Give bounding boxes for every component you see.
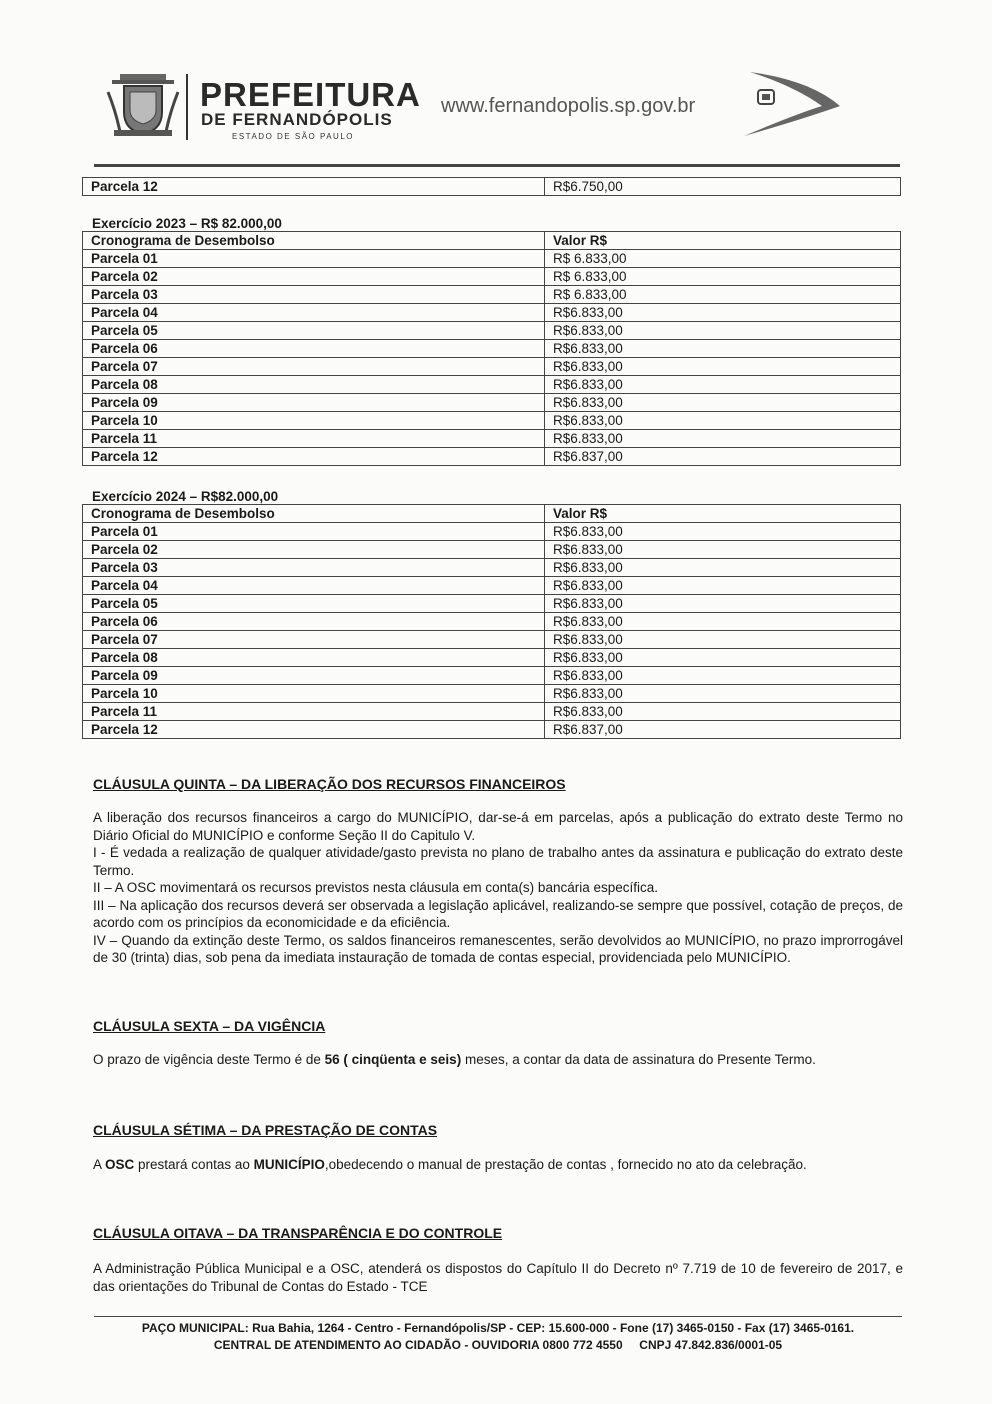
clause-7-body — [93, 1156, 903, 1174]
org-subtitle: DE FERNANDÓPOLIS — [201, 110, 393, 129]
header-divider — [186, 74, 188, 140]
row-label: Parcela 02 — [83, 541, 545, 559]
table-row — [83, 523, 901, 541]
row-label: Parcela 02 — [83, 268, 545, 286]
row-value: R$6.833,00 — [545, 595, 901, 613]
exercise-2024-title: Exercício 2024 – R$82.000,00 — [92, 489, 279, 504]
footer-address: PAÇO MUNICIPAL: Rua Bahia, 1264 - Centro - Fernandópolis/SP - CEP: 15.600-000 - Fone (17) 3465-0150 - Fax (17) 3465-0161. — [141, 1321, 855, 1335]
row-value: R$6.833,00 — [545, 523, 901, 541]
row-label: Parcela 03 — [83, 559, 545, 577]
column-header-value: Valor R$ — [545, 505, 901, 523]
table-row — [83, 358, 901, 376]
letterhead — [0, 0, 992, 175]
row-label: Parcela 09 — [83, 667, 545, 685]
table-row — [83, 430, 901, 448]
table-row — [83, 340, 901, 358]
clause-5-body — [93, 809, 903, 967]
row-label: Parcela 11 — [83, 703, 545, 721]
table-row — [83, 703, 901, 721]
clause-7-osc: OSC — [105, 1157, 135, 1172]
row-value: R$6.833,00 — [545, 649, 901, 667]
row-label: Parcela 01 — [83, 523, 545, 541]
row-label: Parcela 04 — [83, 577, 545, 595]
row-label: Parcela 01 — [83, 250, 545, 268]
row-value: R$6.833,00 — [545, 631, 901, 649]
table-row — [83, 250, 901, 268]
table-row — [83, 613, 901, 631]
row-label: Parcela 07 — [83, 631, 545, 649]
row-value: R$6.833,00 — [545, 304, 901, 322]
table-row — [83, 541, 901, 559]
swoosh-logo-icon — [740, 70, 842, 138]
row-value: R$ 6.833,00 — [545, 268, 901, 286]
column-header-schedule: Cronograma de Desembolso — [83, 505, 545, 523]
table-header — [83, 505, 901, 523]
clause-8-body — [93, 1260, 903, 1295]
row-label: Parcela 05 — [83, 322, 545, 340]
row-value: R$6.837,00 — [545, 721, 901, 739]
row-label: Parcela 06 — [83, 613, 545, 631]
row-label: Parcela 10 — [83, 412, 545, 430]
table-row — [83, 376, 901, 394]
row-label: Parcela 03 — [83, 286, 545, 304]
row-label: Parcela 05 — [83, 595, 545, 613]
table-row — [83, 412, 901, 430]
clause-5-paragraph: A liberação dos recursos financeiros a cargo do MUNICÍPIO, dar-se-á em parcelas, após a publicação do extrato deste Termo no Diário Oficial do MUNICÍPIO e conforme Seção II do Capitulo V. — [93, 810, 903, 843]
clause-6-text-a: O prazo de vigência deste Termo é de — [93, 1052, 325, 1067]
row-label: Parcela 11 — [83, 430, 545, 448]
clause-6-title: CLÁUSULA SEXTA – DA VIGÊNCIA — [93, 1018, 326, 1034]
table-row — [83, 322, 901, 340]
footer-contact: CENTRAL DE ATENDIMENTO AO CIDADÃO - OUVIDORIA 0800 772 4550 CNPJ 47.842.836/0001-05 — [213, 1338, 783, 1352]
table-row — [83, 595, 901, 613]
exercise-2023-table — [82, 231, 901, 466]
clause-7-municipio: MUNICÍPIO — [253, 1157, 325, 1172]
row-label: Parcela 12 — [83, 448, 545, 466]
table-row — [83, 304, 901, 322]
row-label: Parcela 08 — [83, 376, 545, 394]
clause-7-text-e: ,obedecendo o manual de prestação de contas , fornecido no ato da celebração. — [324, 1157, 807, 1172]
exercise-2024-table — [82, 504, 901, 739]
header-rule — [94, 164, 900, 167]
row-value: R$6.750,00 — [545, 178, 901, 196]
row-value: R$6.833,00 — [545, 703, 901, 721]
table-row — [83, 178, 901, 196]
org-state: ESTADO DE SÃO PAULO — [232, 132, 355, 141]
column-header-value: Valor R$ — [545, 232, 901, 250]
row-value: R$6.833,00 — [545, 559, 901, 577]
clause-6-paragraph — [93, 1051, 903, 1069]
row-label: Parcela 08 — [83, 649, 545, 667]
clause-6-body — [93, 1051, 903, 1069]
table-row — [83, 667, 901, 685]
table-row — [83, 268, 901, 286]
row-value: R$6.833,00 — [545, 613, 901, 631]
table-row — [83, 394, 901, 412]
clause-5-item-ii: II – A OSC movimentará os recursos previstos nesta cláusula em conta(s) bancária específica. — [93, 880, 659, 895]
table-row — [83, 577, 901, 595]
table-row — [83, 559, 901, 577]
table-row — [83, 721, 901, 739]
org-name: PREFEITURA — [200, 76, 421, 113]
clause-7-text-c: prestará contas ao — [134, 1157, 254, 1172]
row-value: R$6.837,00 — [545, 448, 901, 466]
table-row — [83, 685, 901, 703]
coat-of-arms-icon — [106, 72, 180, 138]
table-row — [83, 631, 901, 649]
table-row — [83, 286, 901, 304]
row-value: R$6.833,00 — [545, 541, 901, 559]
row-label: Parcela 12 — [83, 721, 545, 739]
table-row — [83, 448, 901, 466]
row-value: R$6.833,00 — [545, 322, 901, 340]
row-value: R$6.833,00 — [545, 358, 901, 376]
site-url: www.fernandopolis.sp.gov.br — [441, 95, 696, 117]
clause-5-item-iii: III – Na aplicação dos recursos deverá ser observada a legislação aplicável, realizando-se sempre que possível, cotação de preços, de acordo com os princípios da economicidade e da eficiência. — [93, 897, 903, 930]
clause-6-term-duration: 56 ( cinqüenta e seis) — [324, 1052, 462, 1067]
row-value: R$6.833,00 — [545, 394, 901, 412]
exercise-2023-title: Exercício 2023 – R$ 82.000,00 — [92, 216, 282, 231]
carryover-table — [82, 177, 901, 196]
row-value: R$ 6.833,00 — [545, 286, 901, 304]
clause-7-title: CLÁUSULA SÉTIMA – DA PRESTAÇÃO DE CONTAS — [93, 1122, 438, 1138]
clause-6-text-c: meses, a contar da data de assinatura do Presente Termo. — [461, 1052, 816, 1067]
clause-7-paragraph — [93, 1156, 903, 1174]
clause-8-title: CLÁUSULA OITAVA – DA TRANSPARÊNCIA E DO CONTROLE — [93, 1225, 503, 1241]
clause-5-title: CLÁUSULA QUINTA – DA LIBERAÇÃO DOS RECURSOS FINANCEIROS — [93, 776, 566, 792]
row-value: R$6.833,00 — [545, 685, 901, 703]
row-label: Parcela 12 — [83, 178, 545, 196]
clause-5-item-iv: IV – Quando da extinção deste Termo, os saldos financeiros remanescentes, serão devolvidos ao MUNICÍPIO, no prazo improrrogável de 30 (trinta) dias, sob pena da imediata instauração de tomada de contas especial, providenciada pelo MUNICÍPIO. — [93, 932, 903, 965]
clause-7-text-a: A — [93, 1157, 106, 1172]
row-value: R$6.833,00 — [545, 340, 901, 358]
row-value: R$ 6.833,00 — [545, 250, 901, 268]
row-label: Parcela 04 — [83, 304, 545, 322]
row-value: R$6.833,00 — [545, 412, 901, 430]
row-value: R$6.833,00 — [545, 577, 901, 595]
row-value: R$6.833,00 — [545, 667, 901, 685]
row-label: Parcela 07 — [83, 358, 545, 376]
column-header-schedule: Cronograma de Desembolso — [83, 232, 545, 250]
clause-8-paragraph: A Administração Pública Municipal e a OSC, atenderá os dispostos do Capítulo II do Decreto nº 7.719 de 10 de fevereiro de 2017, e das orientações do Tribunal de Contas do Estado - TCE — [93, 1261, 903, 1294]
table-header — [83, 232, 901, 250]
row-label: Parcela 09 — [83, 394, 545, 412]
row-label: Parcela 10 — [83, 685, 545, 703]
row-value: R$6.833,00 — [545, 430, 901, 448]
row-label: Parcela 06 — [83, 340, 545, 358]
table-row — [83, 649, 901, 667]
footer-rule — [94, 1316, 902, 1317]
row-value: R$6.833,00 — [545, 376, 901, 394]
clause-5-item-i: I - É vedada a realização de qualquer atividade/gasto prevista no plano de trabalho antes da assinatura e publicação do extrato deste Termo. — [93, 845, 903, 878]
